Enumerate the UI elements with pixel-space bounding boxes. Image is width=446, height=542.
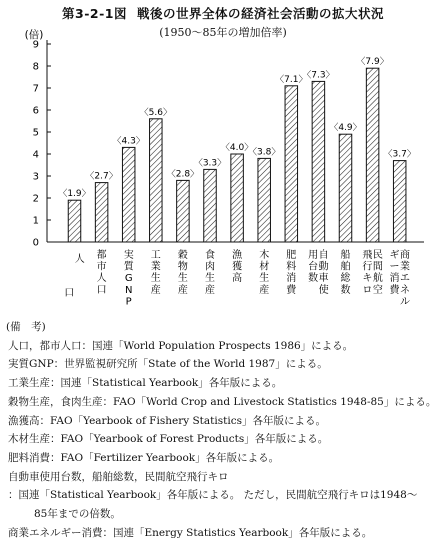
chart-subtitle: (1950～85年の増加倍率) (159, 26, 287, 39)
data-label: 〈7.1〉 (275, 74, 308, 85)
category-label-char: 産 (150, 284, 161, 296)
bar (95, 183, 108, 242)
category-label-char: 生 (177, 273, 188, 285)
category-label-char: 数 (308, 273, 319, 285)
note-line-4: 穀物生産，食肉生産：FAO「World Crop and Livestock Statistics 1948-85」による。 (8, 395, 437, 408)
bar (339, 134, 352, 242)
category-label-char: 料 (286, 261, 297, 273)
category-label-char: 質 (123, 261, 134, 273)
note-line-8: 自動車使用台数，船舶総数，民間航空飛行キロ (8, 470, 229, 483)
category-label-char: 数 (340, 284, 351, 296)
note-line-11: 商業エネルギー消費：国連「Energy Statistics Yearbook」各年版による。 (8, 526, 373, 539)
category-label-char: 材 (259, 261, 270, 273)
note-line-7: 肥料消費：FAO「Fertilizer Yearbook」各年版による。 (8, 451, 280, 464)
category-label-char: エ (399, 273, 410, 285)
category-label-char: 消 (286, 273, 297, 285)
note-line-1: 人口，都市人口：国連「World Population Prospects 1986」による。 (8, 339, 354, 352)
category-label-char: 費 (389, 284, 400, 296)
data-label: 〈3.3〉 (193, 158, 227, 169)
category-label-char: 肥 (286, 250, 297, 261)
bar (150, 119, 163, 242)
category-label-char: 台 (308, 261, 319, 273)
data-label: 〈4.0〉 (220, 143, 254, 153)
category-label-char: 行 (362, 261, 373, 273)
notes-section (4, 318, 442, 542)
category-label-char: 民 (372, 250, 383, 261)
data-label: 〈4.3〉 (112, 136, 145, 147)
data-label: 〈5.6〉 (139, 107, 172, 118)
bar (231, 154, 244, 242)
category-label-char: G (124, 273, 133, 285)
category-label-char: 生 (259, 273, 270, 285)
category-label-char: 舶 (340, 261, 351, 273)
category-label-char: 産 (259, 284, 270, 296)
category-label-char: 市 (96, 261, 107, 273)
data-label: 〈3.8〉 (248, 147, 281, 158)
category-label-char: 飛 (362, 250, 373, 261)
y-tick-label: 1 (32, 215, 39, 227)
note-line-2: 実質GNP：世界監視研究所「State of the World 1987」による。 (8, 358, 328, 371)
category-label-char: ロ (362, 284, 373, 296)
figure-number: 第3-2-1図 (62, 6, 127, 21)
category-label-char: N (124, 284, 133, 296)
category-label-char: キ (362, 273, 373, 285)
category-label-char: P (125, 296, 132, 308)
category-label-char: 人 (96, 273, 107, 285)
data-label: 〈2.8〉 (166, 169, 200, 180)
category-label-char: ー (389, 261, 400, 273)
bar (285, 86, 298, 242)
category-label-char: 生 (150, 273, 161, 285)
category-label-char: 木 (259, 250, 270, 261)
y-tick-label: 0 (32, 237, 39, 249)
category-label-char: 使 (318, 284, 329, 296)
bar (366, 68, 379, 242)
category-label-char: 口 (64, 288, 75, 299)
y-axis-unit: (倍) (24, 29, 44, 41)
category-label-char: ネ (399, 284, 410, 296)
data-label: 〈1.9〉 (58, 189, 91, 200)
category-label-char: 食 (205, 250, 215, 261)
y-tick-label: 7 (32, 83, 39, 95)
y-tick-label: 3 (32, 171, 39, 183)
bar (122, 147, 135, 242)
data-label: 〈2.7〉 (85, 171, 118, 182)
bar (393, 161, 406, 242)
category-label-char: 獲 (232, 261, 243, 273)
category-label-char: 航 (372, 273, 383, 285)
category-label-char: 工 (150, 250, 161, 261)
bar (177, 180, 190, 242)
y-tick-label: 4 (32, 149, 39, 161)
category-label-char: 実 (123, 250, 134, 261)
category-label-char: 船 (340, 250, 351, 261)
category-label-char: 高 (232, 273, 243, 285)
category-label-char: 費 (286, 284, 297, 296)
category-label-char: 産 (205, 284, 215, 296)
y-tick-label: 6 (32, 105, 39, 117)
bar (258, 158, 271, 242)
notes-heading: (備 考) (6, 321, 46, 333)
note-line-5: 漁獲高：FAO「Yearbook of Fishery Statistics」各年版による。 (8, 414, 326, 427)
data-label: 〈7.3〉 (302, 70, 335, 81)
data-label: 〈4.9〉 (329, 123, 362, 134)
category-label-char: 間 (372, 261, 383, 273)
bar (204, 169, 217, 242)
category-label-char: 業 (150, 261, 161, 273)
category-label-char: 生 (205, 273, 215, 285)
category-label-char: 動 (318, 261, 329, 273)
y-tick-label: 9 (32, 39, 39, 51)
note-line-6: 木材生産：FAO「Yearbook of Forest Products」各年版による。 (8, 433, 329, 446)
note-line-3: 工業生産：国連「Statistical Yearbook」各年版による。 (8, 377, 283, 390)
category-label-char: 人 (74, 254, 85, 265)
category-label-char: 商 (399, 250, 410, 261)
category-label-char: 穀 (177, 250, 188, 261)
y-tick-label: 8 (32, 61, 39, 73)
y-tick-label: 5 (32, 127, 39, 139)
category-label-char: 肉 (205, 261, 215, 273)
category-label-char: 用 (308, 250, 319, 261)
y-tick-label: 2 (32, 193, 39, 205)
category-label-char: ル (399, 296, 410, 308)
figure-title: 戦後の世界全体の経済社会活動の拡大状況 (136, 6, 384, 21)
category-label-char: 総 (340, 273, 351, 285)
category-label-char: 消 (389, 273, 400, 285)
category-label-char: 空 (372, 284, 383, 296)
category-label-char: ギ (389, 250, 400, 261)
data-label: 〈7.9〉 (356, 57, 389, 68)
category-label-char: 物 (177, 261, 188, 273)
category-label-char: 産 (177, 284, 188, 296)
category-label-char: 漁 (232, 250, 243, 261)
category-label-char: 自 (318, 250, 329, 261)
category-label-char: 業 (399, 261, 410, 273)
data-label: 〈3.7〉 (383, 149, 416, 160)
note-line-9: ：国連「Statistical Yearbook」各年版による。 ただし，民間航空飛行キロは1948～ (8, 489, 418, 502)
category-label-char: 口 (96, 284, 107, 296)
category-label-char: 車 (318, 273, 329, 285)
note-line-10: 85年までの倍数。 (34, 508, 121, 521)
category-label-char: 都 (96, 250, 107, 261)
bar (312, 81, 325, 242)
bar (68, 200, 81, 242)
